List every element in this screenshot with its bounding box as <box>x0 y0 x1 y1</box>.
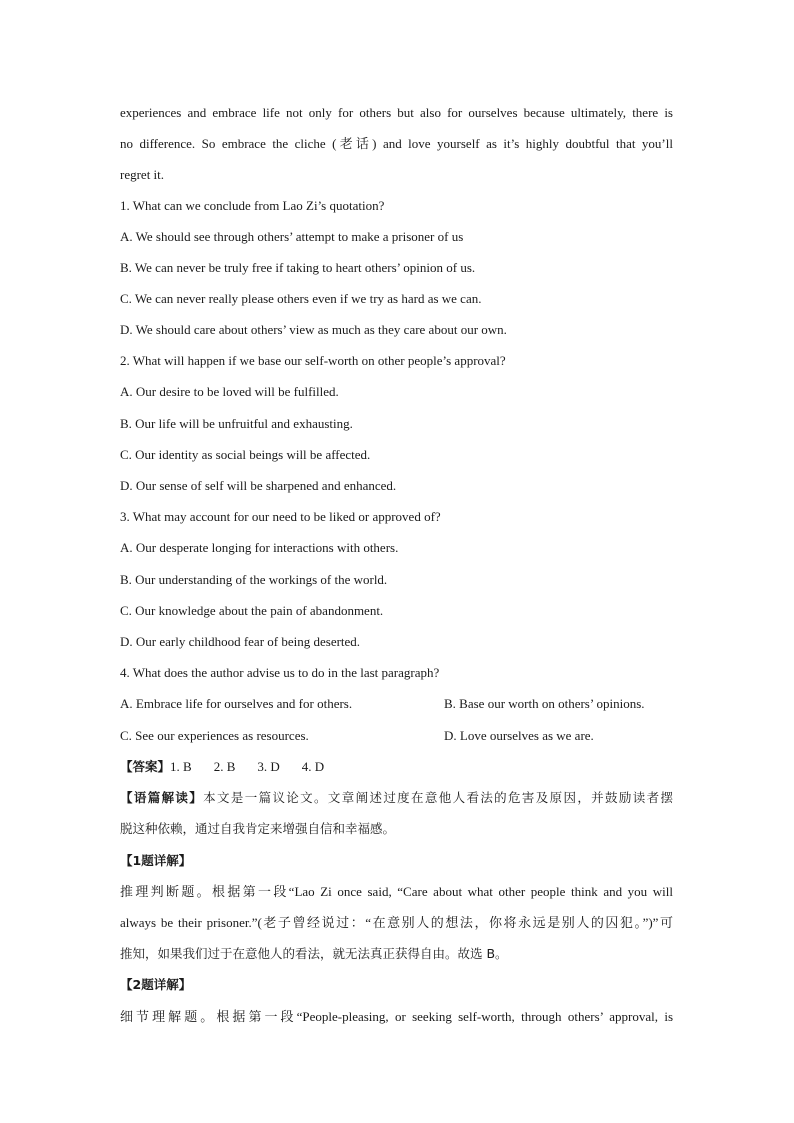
option: A. Embrace life for ourselves and for others. <box>120 696 353 711</box>
question-stem: 4. What does the author advise us to do in the last paragraph? <box>120 665 440 680</box>
option: C. Our knowledge about the pain of abandonment. <box>120 603 384 618</box>
question-stem: 2. What will happen if we base our self-worth on other people’s approval? <box>120 353 506 368</box>
detail-line: always be their prisoner.”(老子曾经说过：“在意别人的想法，你将永远是别人的囚犯。”)”可 <box>120 915 673 930</box>
detail-heading: 【1题详解】 <box>120 853 192 868</box>
option: D. Love ourselves as we are. <box>444 728 594 743</box>
option: B. We can never be truly free if taking to heart others’ opinion of us. <box>120 260 476 275</box>
option: C. Our identity as social beings will be affected. <box>120 447 371 462</box>
question-stem: 1. What can we conclude from Lao Zi’s quotation? <box>120 198 385 213</box>
option: B. Base our worth on others’ opinions. <box>444 696 645 711</box>
detail-line: 推理判断题。根据第一段“Lao Zi once said, “Care about what other people think and you will <box>120 884 673 899</box>
analysis-text: 本文是一篇议论文。文章阐述过度在意他人看法的危害及原因，并鼓励读者摆 <box>203 790 673 805</box>
answer-label: 【答案】 <box>120 759 171 774</box>
analysis-label: 【语篇解读】 <box>120 790 204 805</box>
option: D. Our sense of self will be sharpened and enhanced. <box>120 478 397 493</box>
detail-heading: 【2题详解】 <box>120 977 192 992</box>
passage-line: no difference. So embrace the cliche (老话) and love yourself as it’s highly doubtful that you’ll <box>120 136 673 151</box>
answer-item: 2. B <box>213 759 236 774</box>
option: D. Our early childhood fear of being deserted. <box>120 634 361 649</box>
option: A. We should see through others’ attempt to make a prisoner of us <box>120 229 464 244</box>
answer-key <box>120 758 346 776</box>
analysis-line: 脱这种依赖，通过自我肯定来增强自信和幸福感。 <box>120 821 396 836</box>
option: D. We should care about others’ view as much as they care about our own. <box>120 322 507 337</box>
detail-line: 推知，如果我们过于在意他人的看法，就无法真正获得自由。故选 B。 <box>120 946 508 961</box>
answer-item: 3. D <box>257 759 280 774</box>
option: A. Our desire to be loved will be fulfilled. <box>120 384 339 399</box>
question-stem: 3. What may account for our need to be liked or approved of? <box>120 509 441 524</box>
answer-item: 4. D <box>301 759 325 774</box>
option: C. We can never really please others even if we try as hard as we can. <box>120 291 482 306</box>
option: C. See our experiences as resources. <box>120 728 309 743</box>
analysis-line <box>120 789 673 807</box>
passage-line: regret it. <box>120 167 165 182</box>
option: B. Our life will be unfruitful and exhausting. <box>120 416 353 431</box>
passage-line: experiences and embrace life not only for others but also for ourselves because ultimately, there is <box>120 105 673 120</box>
option: A. Our desperate longing for interactions with others. <box>120 540 399 555</box>
answer-item: 1. B <box>170 759 192 774</box>
option: B. Our understanding of the workings of the world. <box>120 572 388 587</box>
detail-line: 细节理解题。根据第一段“People-pleasing, or seeking self-worth, through others’ approval, is <box>120 1009 673 1024</box>
